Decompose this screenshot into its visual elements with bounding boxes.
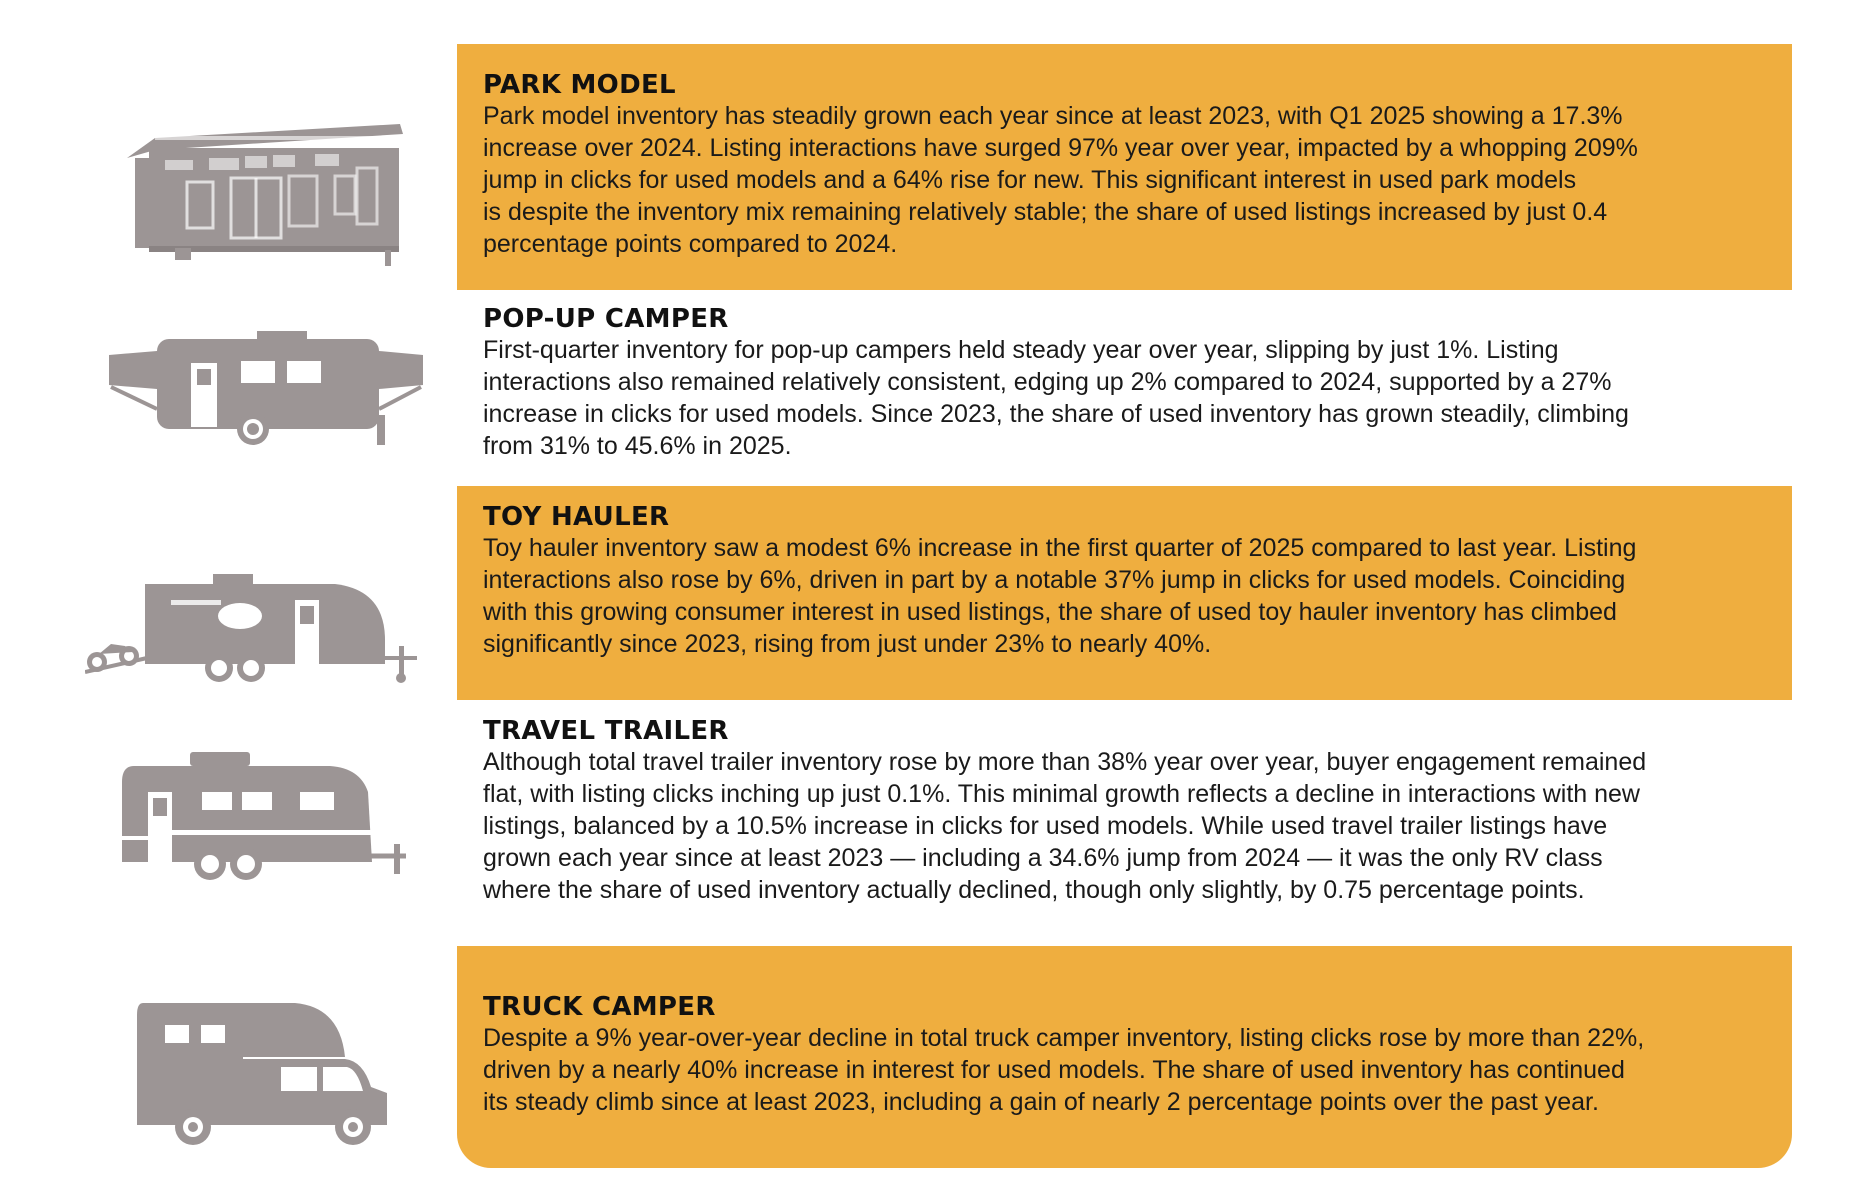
section-title: POP-UP CAMPER [483, 304, 729, 334]
section-body: First-quarter inventory for pop-up campers held steady year over year, slipping by just 1%. Listing interactions also remained relatively consistent, edging up 2% compared to 2024, supported by a 27% increase in clicks for used models. Since 2023, the share of used inventory has grown steadily, climbing from 31% to 45.6% in 2025. [483, 336, 1629, 460]
travel-trailer-icon [120, 752, 410, 882]
section-pop-up-camper [457, 290, 1792, 486]
park-model-icon [125, 118, 410, 268]
toy-hauler-icon [85, 572, 425, 687]
section-truck-camper [457, 946, 1792, 1168]
section-title: TRAVEL TRAILER [483, 716, 729, 746]
section-travel-trailer [457, 700, 1792, 946]
section-body: Park model inventory has steadily grown each year since at least 2023, with Q1 2025 showing a 17.3% increase over 2024. Listing interactions have surged 97% year over year, impacted by a whopping 209% jump in clicks for used models and a 64% rise for new. This significant interest in used park models is despite the inventory mix remaining relatively stable; the share of used listings increased by just 0.4 percentage points compared to 2024. [483, 102, 1638, 258]
section-toy-hauler [457, 486, 1792, 700]
section-body: Although total travel trailer inventory rose by more than 38% year over year, buyer engagement remained flat, with listing clicks inching up just 0.1%. This minimal growth reflects a decline in interactions with new listings, balanced by a 10.5% increase in clicks for used models. While used travel trailer listings have grown each year since at least 2023 — including a 34.6% jump from 2024 — it was the only RV class where the share of used inventory actually declined, though only slightly, by 0.75 percentage points. [483, 748, 1647, 904]
section-body: Toy hauler inventory saw a modest 6% increase in the first quarter of 2025 compared to last year. Listing interactions also rose by 6%, driven in part by a notable 37% jump in clicks for used models. Coinciding with this growing consumer interest in used listings, the share of used toy hauler inventory has climbed significantly since 2023, rising from just under 23% to nearly 40%. [483, 534, 1637, 658]
section-body: Despite a 9% year-over-year decline in total truck camper inventory, listing clicks rose by more than 22%, driven by a nearly 40% increase in interest for used models. The share of used inventory has continued its steady climb since at least 2023, including a gain of nearly 2 percentage points over the past year. [483, 1024, 1645, 1116]
section-title: TRUCK CAMPER [483, 992, 716, 1022]
truck-camper-icon [135, 995, 390, 1145]
section-title: PARK MODEL [483, 70, 676, 100]
pop-up-camper-icon [105, 325, 425, 450]
section-title: TOY HAULER [483, 502, 670, 532]
section-park-model [457, 44, 1792, 290]
